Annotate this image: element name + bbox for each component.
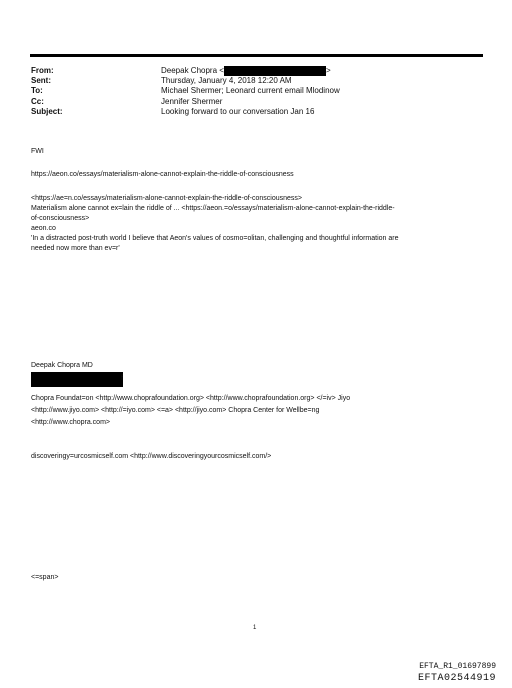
body-line: Chopra Foundat=on <http://www.choprafoundation.org> <http://www.choprafoundation.org> </=iv> Jiyo [31,395,351,402]
email-header [31,66,340,117]
body-line: needed now more than ev=r' [31,245,120,252]
sent-label: Sent: [31,76,51,86]
subject-label: Subject: [31,106,63,116]
body-line: aeon.co [31,225,56,232]
body-line: <=span> [31,574,59,581]
body-fwi: FWI [31,148,44,155]
body-url: https://aeon.co/essays/materialism-alone-cannot-explain-the-riddle-of-consciousness [31,171,294,178]
body-line: Materialism alone cannot ex=lain the riddle of ... <https://aeon.=o/essays/materialism-alone-cannot-explain-the-riddle- [31,205,395,212]
from-row [31,66,340,76]
page-number: 1 [253,625,257,631]
signature-fragment: f [121,375,123,382]
body-line: <http://www.jiyo.com> <http://=iyo.com> <=a> <http://jiyo.com> Chopra Center for Wellbe=ng [31,407,320,414]
bates-stamp-2: EFTA02544919 [417,673,496,684]
subject-value: Looking forward to our conversation Jan 16 [161,106,315,116]
cc-label: Cc: [31,96,44,106]
signature-name: Deepak Chopra MD [31,362,93,369]
body-line: 'In a distracted post-truth world I believe that Aeon's values of cosmo=olitan, challenging and thoughtful information are [31,235,399,242]
from-label: From: [31,66,54,75]
body-line: discoveringy=urcosmicself.com <http://www.discoveringyourcosmicself.com/> [31,453,272,460]
body-line: of-consciousness> [31,215,90,222]
redaction-block [31,372,123,387]
body-line: <https://ae=n.co/essays/materialism-alone-cannot-explain-the-riddle-of-consciousness> [31,195,302,202]
from-value: Deepak Chopra < > [161,66,331,75]
to-row [31,86,340,96]
sent-row [31,76,340,86]
cc-row [31,97,340,107]
body-line: <http://www.chopra.com> [31,419,110,426]
to-label: To: [31,86,43,96]
sent-value: Thursday, January 4, 2018 12:20 AM [161,76,292,86]
subject-row [31,107,340,117]
bates-stamp-1: EFTA_R1_01697899 [419,662,496,671]
redaction-block [224,66,326,76]
to-value: Michael Shermer; Leonard current email Mlodinow [161,86,340,96]
header-rule [30,54,483,57]
cc-value: Jennifer Shermer [161,96,223,106]
